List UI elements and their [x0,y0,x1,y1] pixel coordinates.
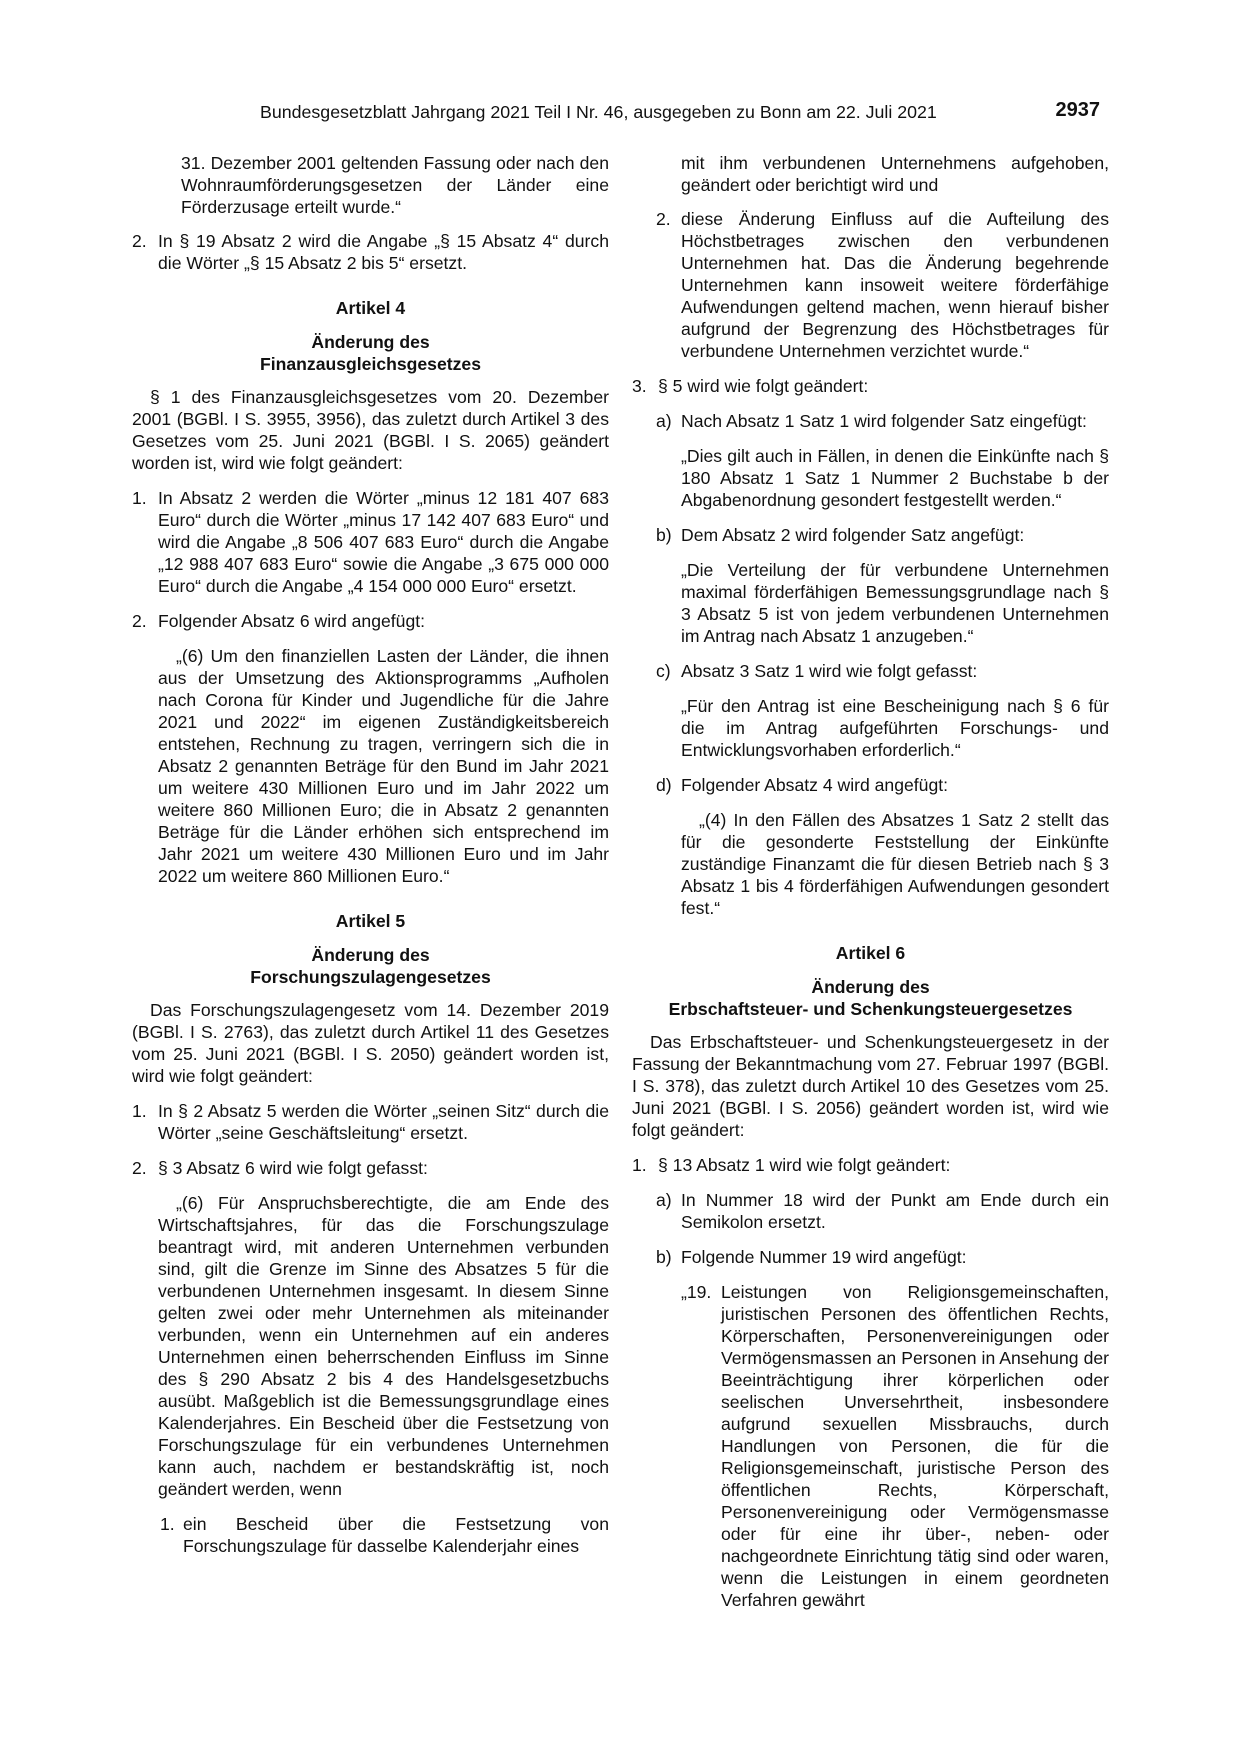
list-item [132,1100,609,1144]
item-number: 1. [632,1155,647,1175]
item-number: 2. [132,231,147,251]
item-text: In Absatz 2 werden die Wörter „minus 12 181 407 683 Euro“ durch die Wörter „minus 17 142 407 683 Euro“ und wird die Angabe „8 506 407 683 Euro“ durch die Angabe „12 988 407 683 Euro“ sowie die Angabe „3 675 000 000 Euro“ durch die Angabe „4 154 000 000 Euro“ ersetzt. [158,488,609,596]
item-number: 2. [132,611,147,631]
list-item [632,1246,1109,1268]
article-4-intro: § 1 des Finanzausgleichsgesetzes vom 20. Dezember 2001 (BGBl. I S. 3955, 3956), das zuletzt durch Artikel 3 des Gesetzes vom 25. Juni 2021 (BGBl. I S. 2065) geändert worden ist, wird wie folgt geändert: [132,387,609,473]
quoted-paragraph: „Dies gilt auch in Fällen, in denen die Einkünfte nach § 180 Absatz 1 Satz 1 Nummer 2 Buchstabe b der Abgabenordnung gesondert festgestellt werden.“ [681,446,1109,510]
header-text: Bundesgesetzblatt Jahrgang 2021 Teil I Nr. 46, ausgegeben zu Bonn am 22. Juli 2021 [260,102,937,122]
item-letter: a) [656,411,672,431]
item-text: § 5 wird wie folgt geändert: [658,376,869,396]
item-text: Folgender Absatz 4 wird angefügt: [681,775,949,795]
list-item [132,230,609,274]
article-5-title: Artikel 5 [335,911,406,931]
item-text: § 13 Absatz 1 wird wie folgt geändert: [658,1155,951,1175]
item-number: 1. [132,488,147,508]
list-item [632,410,1109,432]
list-item [132,610,609,632]
quoted-paragraph: „(6) Um den finanziellen Lasten der Länder, die ihnen aus der Umsetzung des Aktionsprogramms „Aufholen nach Corona für Kinder und Jugendliche für die Jahre 2021 und 2022“ im eigenen Zuständigkeitsbereich entstehen, Rechnung zu tragen, verringern sich die in Absatz 2 genannten Beträge für den Bund im Jahr 2021 um weitere 430 Millionen Euro und im Jahr 2022 um weitere 860 Millionen Euro; die in Absatz 2 genannten Beträge für die Länder erhöhen sich entsprechend im Jahr 2021 um weitere 430 Millionen Euro und im Jahr 2022 um weitere 860 Millionen Euro.“ [158,646,609,886]
list-item [632,774,1109,796]
quoted-paragraph: „(6) Für Anspruchsberechtigte, die am Ende des Wirtschaftsjahres, für das die Forschungszulage beantragt wird, mit anderen Unternehmen verbunden sind, gilt die Grenze im Sinne des Absatzes 5 für die verbundenen Unternehmen insgesamt. In diesem Sinne gelten zwei oder mehr Unternehmen als miteinander verbunden, wenn ein Unternehmen auf ein anderes Unternehmen einen beherrschenden Einfluss im Sinne des § 290 Absatz 2 bis 4 des Handelsgesetzbuchs ausübt. Maßgeblich ist die Bemessungsgrundlage eines Kalenderjahres. Ein Bescheid über die Festsetzung von Forschungszulage für ein verbundenes Unternehmen kann auch, nachdem er bestandskräftig ist, noch geändert werden, wenn [158,1193,609,1499]
continued-text: mit ihm verbundenen Unternehmens aufgehoben, geändert oder berichtigt wird und [681,153,1109,195]
item-text: In § 19 Absatz 2 wird die Angabe „§ 15 Absatz 4“ durch die Wörter „§ 15 Absatz 2 bis 5“ ersetzt. [158,231,609,273]
page-number: 2937 [1055,99,1100,121]
item-number: 1. [132,1101,147,1121]
article-5-subtitle-2: Forschungszulagengesetzes [250,967,491,987]
item-letter: b) [656,1247,672,1267]
item-number: „19. [681,1282,712,1302]
item-letter: a) [656,1190,672,1210]
left-column [132,152,609,1570]
right-column [632,152,1109,1624]
item-text: In § 2 Absatz 5 werden die Wörter „seinen Sitz“ durch die Wörter „seine Geschäftsleitung“ ersetzt. [158,1101,609,1143]
list-item [632,375,1109,397]
item-letter: c) [656,661,671,681]
item-number: 2. [132,1158,147,1178]
list-item [632,524,1109,546]
item-number: 2. [656,209,671,229]
list-item [132,1157,609,1179]
item-text: Folgende Nummer 19 wird angefügt: [681,1247,967,1267]
list-item [632,208,1109,362]
item-text: ein Bescheid über die Festsetzung von Forschungszulage für dasselbe Kalenderjahr eines [183,1514,609,1556]
item-number: 1. [160,1514,175,1534]
article-6-intro: Das Erbschaftsteuer- und Schenkungsteuergesetz in der Fassung der Bekanntmachung vom 27. Februar 1997 (BGBl. I S. 378), das zuletzt durch Artikel 10 des Gesetzes vom 25. Juni 2021 (BGBl. I S. 2056) geändert worden ist, wird wie folgt geändert: [632,1032,1109,1140]
item-number: 3. [632,376,647,396]
list-item [632,1189,1109,1233]
item-text: § 3 Absatz 6 wird wie folgt gefasst: [158,1158,428,1178]
article-4-subtitle-1: Änderung des [311,332,430,352]
article-4-subtitle-2: Finanzausgleichsgesetzes [260,354,481,374]
continued-text: 31. Dezember 2001 geltenden Fassung oder nach den Wohnraumförderungsgesetzen der Länder eine Förderzusage erteilt wurde.“ [181,153,609,217]
quoted-paragraph: „(4) In den Fällen des Absatzes 1 Satz 2 stellt das für die gesonderte Feststellung der Einkünfte zuständige Finanzamt die für diesen Betrieb nach § 3 Absatz 1 bis 4 förderfähigen Aufwendungen gesondert fest.“ [681,810,1109,918]
article-5-subtitle-1: Änderung des [311,945,430,965]
item-letter: b) [656,525,672,545]
quoted-paragraph: „Für den Antrag ist eine Bescheinigung nach § 6 für die im Antrag aufgeführten Forschungs- und Entwicklungsvorhaben erforderlich.“ [681,696,1109,760]
item-letter: d) [656,775,672,795]
article-5-intro: Das Forschungszulagengesetz vom 14. Dezember 2019 (BGBl. I S. 2763), das zuletzt durch Artikel 11 des Gesetzes vom 25. Juni 2021 (BGBl. I S. 2050) geändert worden ist, wird wie folgt geändert: [132,1000,609,1086]
item-text: In Nummer 18 wird der Punkt am Ende durch ein Semikolon ersetzt. [681,1190,1109,1232]
list-item [132,487,609,597]
article-4-title: Artikel 4 [335,298,406,318]
item-text: Dem Absatz 2 wird folgender Satz angefügt: [681,525,1025,545]
quoted-paragraph: „Die Verteilung der für verbundene Unternehmen maximal förderfähigen Bemessungsgrundlage nach § 3 Absatz 5 ist von jedem verbundenen Unternehmen im Antrag nach Absatz 1 anzugeben.“ [681,560,1109,646]
list-item [632,1281,1109,1611]
article-6-title: Artikel 6 [835,943,906,963]
article-6-subtitle-1: Änderung des [811,977,930,997]
list-item [132,1513,609,1557]
item-text: Absatz 3 Satz 1 wird wie folgt gefasst: [681,661,978,681]
list-item [632,1154,1109,1176]
item-text: Leistungen von Religionsgemeinschaften, juristischen Personen des öffentlichen Rechts, Körperschaften, Personenvereinigungen oder Vermögensmassen an Personen in Ansehung der Beeinträchtigung ihrer körperlichen oder seelischen Unversehrtheit, insbesondere aufgrund sexuellen Missbrauchs, durch Handlungen von Personen, die für die Religionsgemeinschaft, juristische Person des öffentlichen Rechts, Körperschaft, Personenvereinigung oder Vermögensmasse oder für eine ihr über-, neben- oder nachgeordnete Einrichtung tätig sind oder waren, wenn die Leistungen in einem geordneten Verfahren gewährt [721,1282,1109,1610]
page-header [260,101,1100,127]
article-6-subtitle-2: Erbschaftsteuer- und Schenkungsteuergesetzes [668,999,1073,1019]
item-text: Nach Absatz 1 Satz 1 wird folgender Satz eingefügt: [681,411,1087,431]
list-item [632,660,1109,682]
item-text: diese Änderung Einfluss auf die Aufteilung des Höchstbetrages zwischen den verbundenen Unternehmen hat. Das die Änderung begehrende Unternehmen kann insoweit weitere förderfähige Aufwendungen geltend machen, wenn hierauf bisher aufgrund der Begrenzung des Höchstbetrages für verbundene Unternehmen verzichtet wurde.“ [681,209,1109,361]
item-text: Folgender Absatz 6 wird angefügt: [158,611,426,631]
